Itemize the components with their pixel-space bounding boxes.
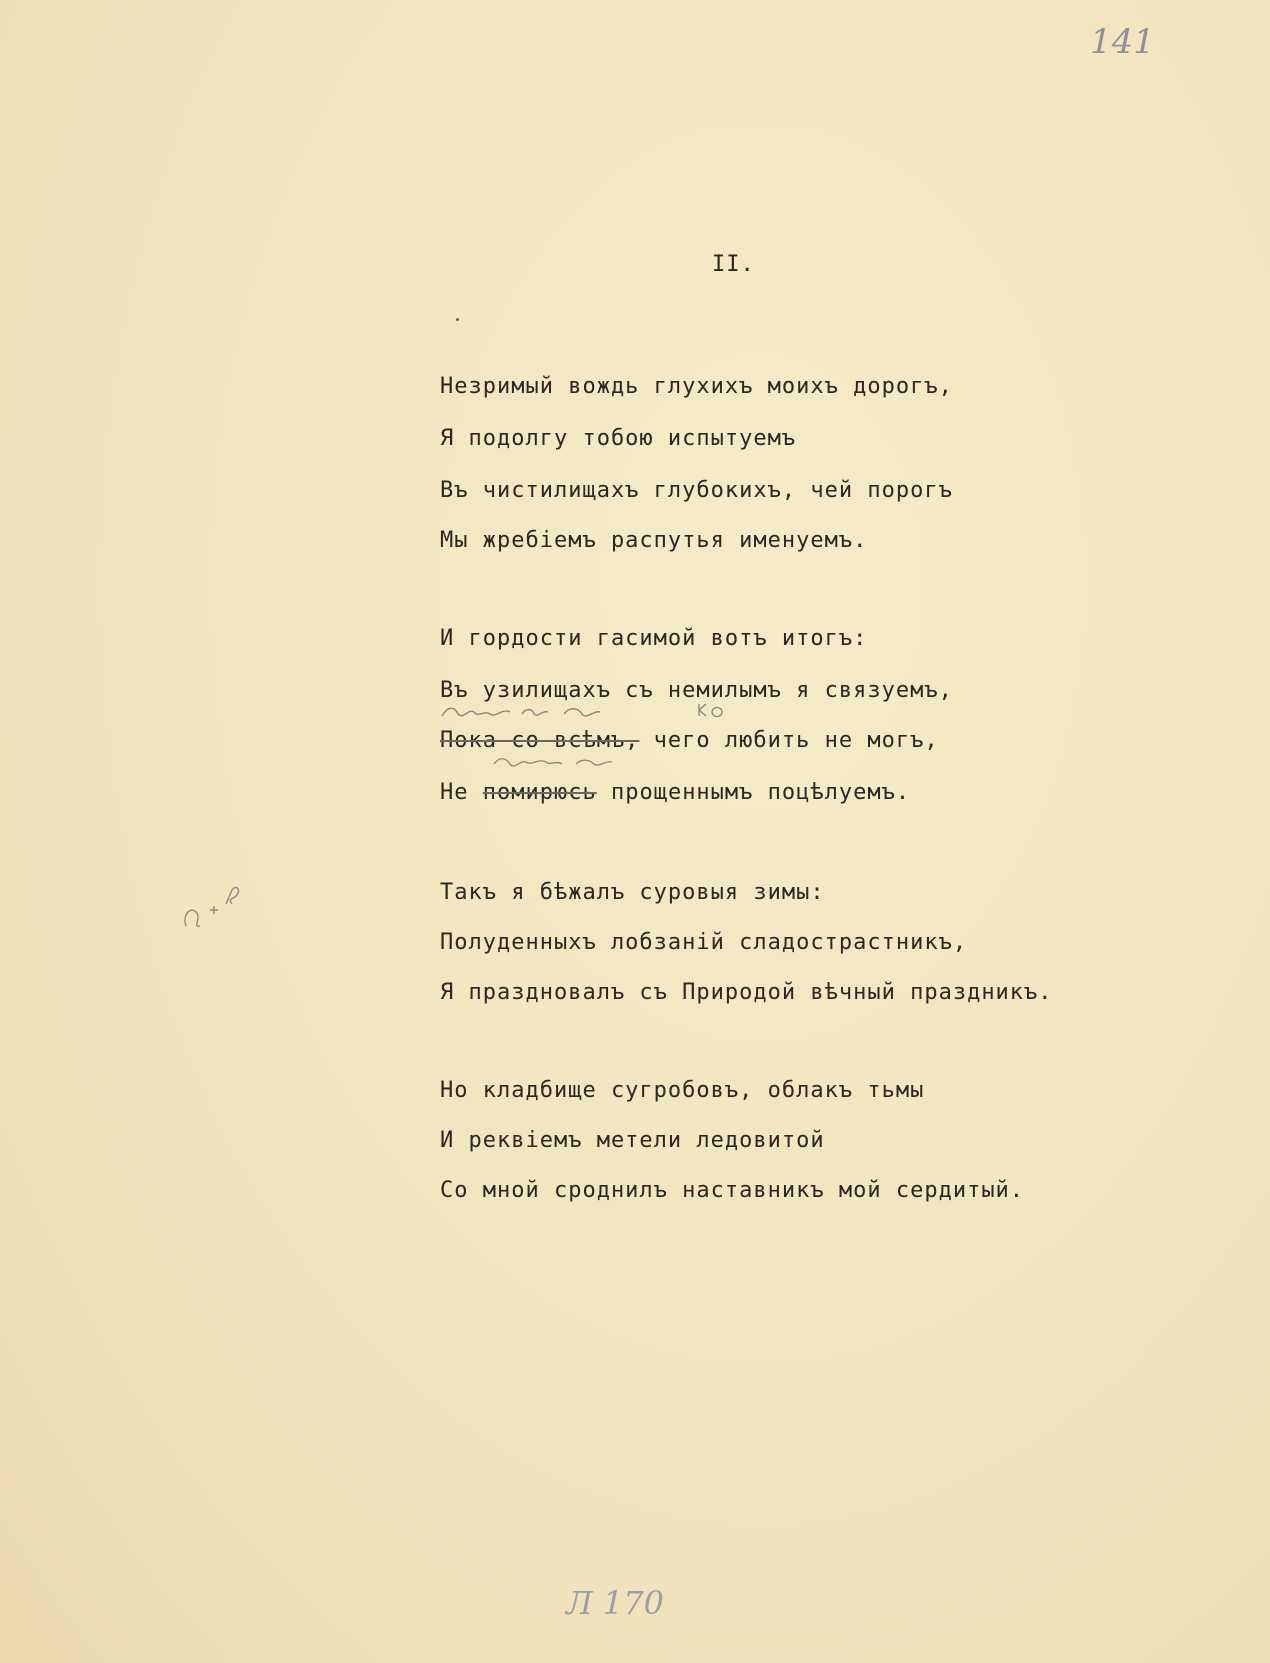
stanza1-line3: Въ чистилищахъ глубокихъ, чей порогъ <box>440 478 953 503</box>
archive-number: Л 170 <box>566 1584 664 1622</box>
stanza4-line3: Со мной сроднилъ наставникъ мой сердитый. <box>440 1178 1025 1203</box>
margin-pencil-mark <box>176 876 266 936</box>
stanza3-line3: Я праздновалъ съ Природой вѣчный праздникъ. <box>440 980 1053 1005</box>
stanza1-line4: Мы жребіемъ распутья именуемъ. <box>440 528 868 553</box>
section-number: II. <box>712 252 755 277</box>
stanza4-line2: И реквіемъ метели ледовитой <box>440 1128 825 1153</box>
stanza3-line2: Полуденныхъ лобзаній сладострастникъ, <box>440 930 968 955</box>
stanza3-line1: Такъ я бѣжалъ суровыя зимы: <box>440 880 825 905</box>
line-text: Не <box>440 780 483 805</box>
pencil-correction-upper <box>438 700 638 724</box>
pencil-correction-ko <box>696 700 726 720</box>
pencil-correction-lower <box>490 752 630 772</box>
ink-speck <box>456 318 459 321</box>
stanza1-line2: Я подолгу тобою испытуемъ <box>440 426 797 451</box>
stanza1-line1: Незримый вождь глухихъ моихъ дорогъ, <box>440 374 953 399</box>
struck-text: помирюсь <box>482 780 597 805</box>
struck-text: Пока со всѣмъ, <box>440 728 640 753</box>
stanza2-line4 <box>440 780 910 805</box>
stanza2-line3 <box>440 728 939 753</box>
folio-number: 141 <box>1090 22 1155 62</box>
line-text: чего любить не могъ, <box>639 728 939 753</box>
stanza2-line1: И гордости гасимой вотъ итогъ: <box>440 626 868 651</box>
stanza4-line1: Но кладбище сугробовъ, облакъ тьмы <box>440 1078 925 1103</box>
line-text: прощеннымъ поцѣлуемъ. <box>596 780 911 805</box>
stanza2-line2: Въ узилищахъ съ немилымъ я связуемъ, <box>440 678 953 703</box>
